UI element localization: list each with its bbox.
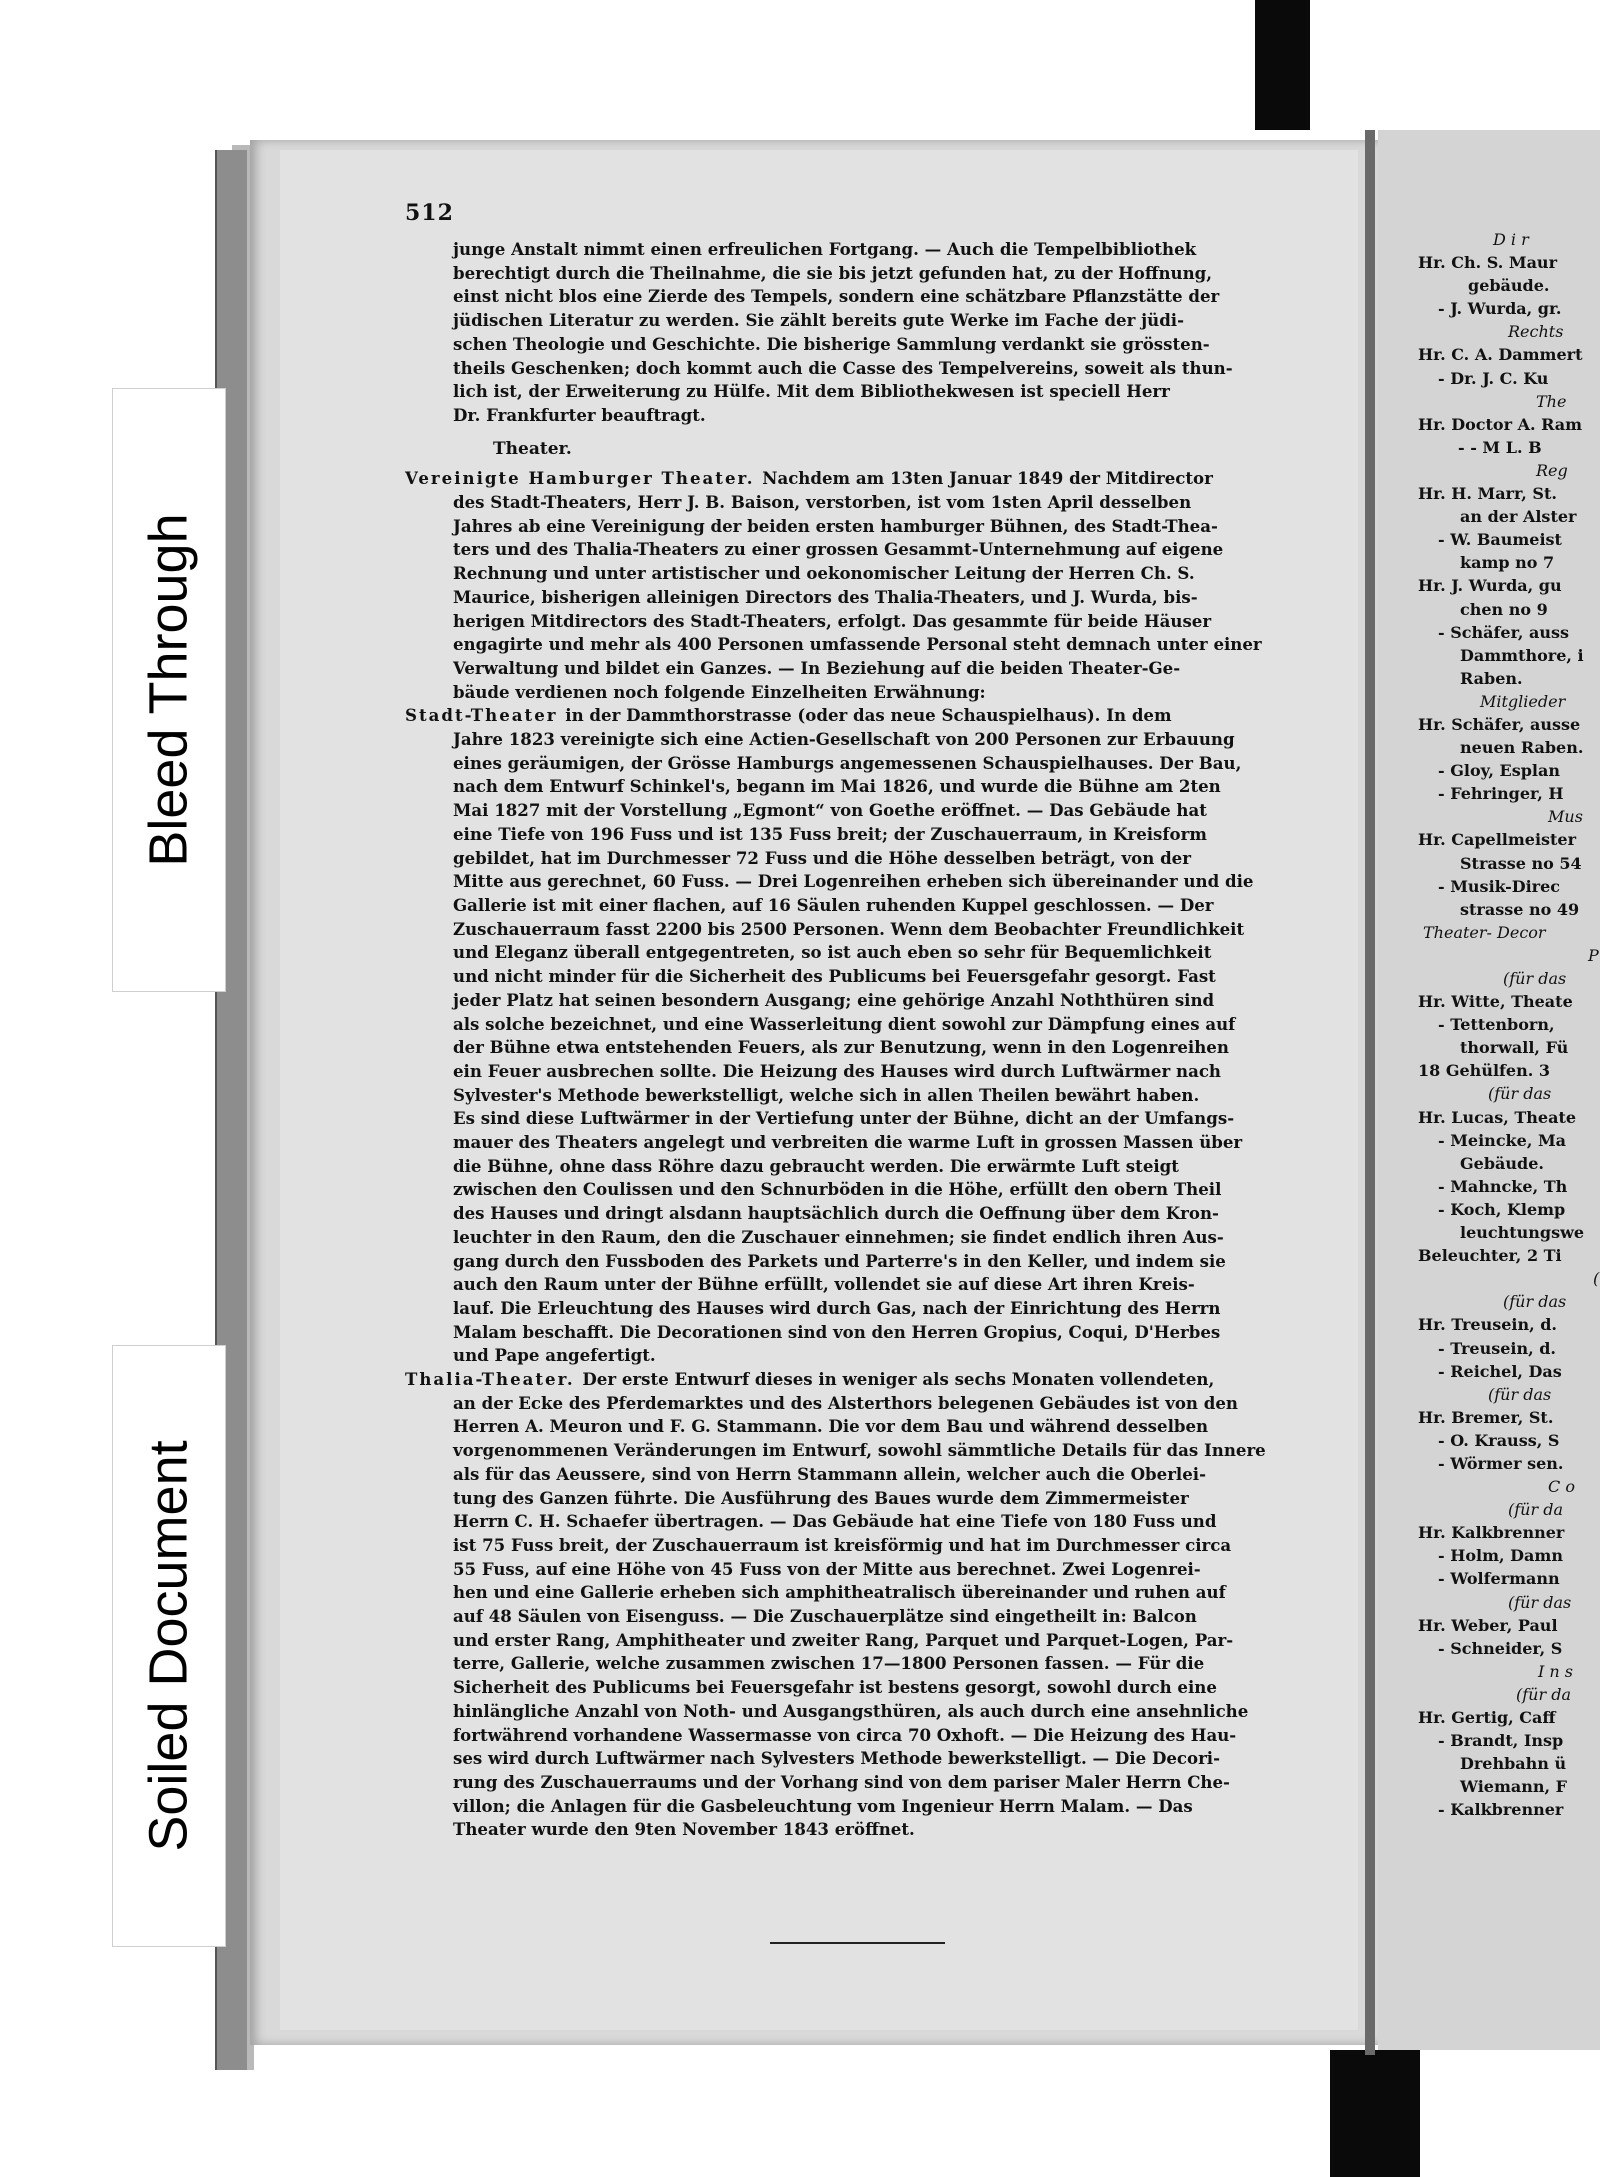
right-page-line: - Kalkbrenner	[1438, 1800, 1564, 1820]
right-page-line: - Wörmer sen.	[1438, 1453, 1564, 1473]
text-line: terre, Gallerie, welche zusammen zwischen 17—1800 Personen fassen. — Für die	[453, 1653, 1205, 1674]
right-page-line: - Mahncke, Th	[1438, 1176, 1568, 1196]
right-page-line: 18 Gehülfen. 3	[1418, 1061, 1550, 1081]
right-page-line: Hr. Treusein, d.	[1418, 1315, 1557, 1335]
right-page-line: leuchtungswe	[1460, 1223, 1585, 1243]
right-page-line: Mitglieder	[1480, 691, 1566, 711]
right-page-line: - Holm, Damn	[1438, 1546, 1563, 1566]
right-page-line: strasse no 49	[1460, 899, 1580, 919]
right-page-line: Strasse no 54	[1460, 853, 1582, 873]
text-line: fortwährend vorhandene Wassermasse von circa 70 Oxhoft. — Die Heizung des Hau-	[453, 1724, 1237, 1745]
right-page-line: Hr. Weber, Paul	[1418, 1615, 1558, 1635]
text-line: gebildet, hat im Durchmesser 72 Fuss und die Höhe desselben beträgt, von der	[453, 847, 1191, 868]
text-line: und erster Rang, Amphitheater und zweiter Rang, Parquet und Parquet-Logen, Par-	[453, 1629, 1234, 1650]
text-line: ein Feuer ausbrechen sollte. Die Heizung des Hauses wird durch Luftwärmer nach	[453, 1060, 1221, 1081]
right-page-line: Hr. J. Wurda, gu	[1418, 576, 1562, 596]
right-page-line: gebäude.	[1468, 276, 1550, 296]
right-page-line: Mus	[1548, 807, 1583, 827]
text-line: Sylvester's Methode bewerkstelligt, welche sich in allen Theilen bewährt haben.	[453, 1084, 1200, 1105]
section-first-line	[405, 467, 1320, 491]
text-line: Der erste Entwurf dieses in weniger als sechs Monaten vollendeten,	[582, 1369, 1215, 1390]
book-gutter	[1365, 130, 1375, 2055]
text-line: auch den Raum unter der Bühne erfüllt, vollendet sie auf diese Art ihren Kreis-	[453, 1274, 1195, 1295]
text-line: villon; die Anlagen für die Gasbeleuchtung vom Ingenieur Herrn Malam. — Das	[453, 1795, 1193, 1816]
right-page-line: Hr. Ch. S. Maur	[1418, 253, 1557, 273]
text-line: Herren A. Meuron und F. G. Stammann. Die vor dem Bau und während desselben	[453, 1416, 1209, 1437]
right-page-line: - Schneider, S	[1438, 1638, 1563, 1658]
right-page-column	[1418, 228, 1600, 1821]
text-line: als solche bezeichnet, und eine Wasserleitung dient sowohl zur Dämpfung eines auf	[453, 1013, 1236, 1034]
right-page-line: Drehbahn ü	[1460, 1754, 1567, 1774]
text-line: und Pape angefertigt.	[453, 1345, 656, 1366]
text-line: Jahres ab eine Vereinigung der beiden ersten hamburger Bühnen, des Stadt-Thea-	[453, 515, 1218, 536]
text-line: Zuschauerraum fasst 2200 bis 2500 Personen. Wenn dem Beobachter Freundlichkeit	[453, 918, 1245, 939]
right-page-line: (für das	[1488, 1384, 1552, 1404]
right-page-line: Hr. Doctor A. Ram	[1418, 414, 1583, 434]
right-page-line: (für das	[1503, 969, 1567, 988]
text-line: lauf. Die Erleuchtung des Hauses wird durch Gas, nach der Einrichtung des Herrn	[453, 1297, 1221, 1318]
right-page-line: - Meincke, Ma	[1438, 1130, 1567, 1150]
page-number: 512	[405, 200, 454, 226]
right-page-line: (für das	[1503, 1292, 1567, 1312]
text-line: hinlängliche Anzahl von Noth- und Ausgangsthüren, als auch durch eine ansehnliche	[453, 1700, 1249, 1721]
right-page-line: D i r	[1493, 230, 1529, 249]
right-page-line: C o	[1548, 1477, 1575, 1497]
text-line: Sicherheit des Publicums bei Feuersgefahr ist bestens gesorgt, sowohl durch eine	[453, 1677, 1217, 1698]
text-line: Jahre 1823 vereinigte sich eine Actien-Gesellschaft von 200 Personen zur Erbauung	[453, 729, 1235, 750]
text-line: leuchter in den Raum, den die Zuschauer einnehmen; sie findet endlich ihren Aus-	[453, 1226, 1224, 1247]
text-line: 55 Fuss, auf eine Höhe von 45 Fuss von der Mitte aus berechnet. Zwei Logenrei-	[453, 1558, 1201, 1579]
text-line: auf 48 Säulen von Eisenguss. — Die Zuschauerplätze sind eingetheilt in: Balcon	[453, 1606, 1197, 1627]
section-first-line	[405, 1368, 1320, 1392]
right-page-line: Dammthore, i	[1460, 645, 1584, 665]
right-page-line: P	[1588, 945, 1599, 965]
right-page-line: - Wolfermann	[1438, 1569, 1560, 1589]
text-line: bäude verdienen noch folgende Einzelheiten Erwähnung:	[453, 681, 986, 702]
text-line: theils Geschenken; doch kommt auch die Casse des Tempelvereins, soweit als thun-	[453, 357, 1233, 378]
end-rule	[770, 1942, 945, 1944]
text-line: ters und des Thalia-Theaters zu einer grossen Gesammt-Unternehmung auf eigene	[453, 539, 1224, 560]
text-line: als für das Aeussere, sind von Herrn Stammann allein, welcher auch die Oberlei-	[453, 1463, 1206, 1484]
section-title: Thalia-Theater.	[405, 1369, 583, 1390]
right-page-line: (für das	[1488, 1084, 1552, 1104]
text-line: nach dem Entwurf Schinkel's, begann im Mai 1826, und wurde die Bühne am 2ten	[453, 776, 1221, 797]
right-page-line: Hr. Capellmeister	[1418, 830, 1577, 850]
right-page-line: (für da	[1516, 1684, 1571, 1704]
right-page-line: Hr. C. A. Dammert	[1418, 345, 1583, 365]
text-line: engagirte und mehr als 400 Personen umfassende Personal steht demnach unter einer	[453, 634, 1262, 655]
right-page-line: Hr. Schäfer, ausse	[1418, 714, 1581, 734]
text-line: junge Anstalt nimmt einen erfreulichen Fortgang. — Auch die Tempelbibliothek	[453, 239, 1197, 259]
text-line: und Eleganz überall entgegentreten, so ist auch eben so sehr für Bequemlichkeit	[453, 942, 1212, 963]
text-line: jüdischen Literatur zu werden. Sie zählt bereits gute Werke im Fache der jüdi-	[453, 310, 1184, 331]
right-page-line: neuen Raben.	[1460, 738, 1584, 758]
text-line: Verwaltung und bildet ein Ganzes. — In Beziehung auf die beiden Theater-Ge-	[453, 657, 1181, 678]
text-line: Es sind diese Luftwärmer in der Vertiefung unter der Bühne, dicht an der Umfangs-	[453, 1108, 1235, 1129]
right-page-line: - - M L. B	[1458, 437, 1542, 457]
text-line: der Bühne etwa entstehenden Feuers, als zur Benutzung, wenn in den Logenreihen	[453, 1037, 1229, 1058]
text-line: schen Theologie und Geschichte. Die bisherige Sammlung verdankt sie grössten-	[453, 333, 1210, 354]
text-line: zwischen den Coulissen und den Schnurböden in die Höhe, erfüllt den obern Theil	[453, 1179, 1222, 1200]
section-title: Vereinigte Hamburger Theater.	[405, 468, 763, 489]
section-vereinigte	[405, 467, 1320, 704]
text-line: Mitte aus gerechnet, 60 Fuss. — Drei Logenreihen erheben sich übereinander und die	[453, 871, 1254, 892]
text-line: ses wird durch Luftwärmer nach Sylvesters Methode bewerkstelligt. — Die Decori-	[453, 1748, 1220, 1769]
right-page-line: The	[1536, 391, 1567, 411]
film-edge-top	[1255, 0, 1310, 130]
bleed-through-label: Bleed Through	[112, 388, 226, 992]
text-line: an der Ecke des Pferdemarktes und des Alsterthors belegenen Gebäudes ist von den	[453, 1392, 1238, 1413]
text-line: herigen Mitdirectors des Stadt-Theaters, erfolgt. Das gesammte für beide Häuser	[453, 610, 1212, 631]
right-page-line: Hr. H. Marr, St.	[1418, 484, 1557, 504]
right-page-line: Hr. Kalkbrenner	[1418, 1523, 1565, 1543]
text-line: Dr. Frankfurter beauftragt.	[453, 404, 706, 425]
right-page-line: - Tettenborn,	[1438, 1015, 1555, 1035]
right-page-line: - Fehringer, H	[1438, 784, 1564, 804]
section-title: Stadt-Theater	[405, 705, 566, 726]
text-line: vorgenommenen Veränderungen im Entwurf, sowohl sämmtliche Details für das Innere	[453, 1440, 1266, 1461]
text-line: eines geräumigen, der Grösse Hamburgs angemessenen Schauspielhauses. Der Bau,	[453, 752, 1242, 773]
film-edge-bottom	[1330, 2050, 1420, 2177]
text-line: Rechnung und unter artistischer und oekonomischer Leitung der Herren Ch. S.	[453, 563, 1195, 584]
text-line: gang durch den Fussboden des Parkets und Parterre's in den Keller, und indem sie	[453, 1250, 1226, 1271]
right-page-line: Hr. Bremer, St.	[1418, 1407, 1554, 1427]
right-page-line: (für da	[1508, 1500, 1563, 1520]
page-text	[405, 238, 1320, 1842]
section-heading: Theater.	[493, 438, 572, 459]
right-page-line: (	[1593, 1269, 1600, 1289]
text-line: Nachdem am 13ten Januar 1849 der Mitdirector	[762, 468, 1213, 489]
right-page-line: - O. Krauss, S	[1438, 1430, 1560, 1450]
right-page-line: - Reichel, Das	[1438, 1361, 1562, 1381]
section-first-line	[405, 704, 1320, 728]
right-page-line: (für das	[1508, 1592, 1572, 1612]
text-line: Theater wurde den 9ten November 1843 eröffnet.	[453, 1819, 915, 1840]
text-line: in der Dammthorstrasse (oder das neue Schauspielhaus). In dem	[565, 705, 1172, 726]
text-line: des Hauses und dringt alsdann hauptsächlich durch die Oeffnung über dem Kron-	[453, 1203, 1219, 1224]
right-page-line: - Dr. J. C. Ku	[1438, 368, 1549, 388]
text-line: hen und eine Gallerie erheben sich amphitheatralisch übereinander und ruhen auf	[453, 1582, 1226, 1603]
right-page-line: an der Alster	[1460, 507, 1577, 527]
text-line: lich ist, der Erweiterung zu Hülfe. Mit dem Bibliothekwesen ist speciell Herr	[453, 381, 1170, 402]
section-stadt-theater	[405, 704, 1320, 1368]
intro-paragraph	[405, 238, 1320, 428]
text-line: ist 75 Fuss breit, der Zuschauerraum ist kreisförmig und hat im Durchmesser circa	[453, 1534, 1232, 1555]
text-line: berechtigt durch die Theilnahme, die sie bis jetzt gefunden hat, zu der Hoffnung,	[453, 262, 1213, 283]
soiled-document-label: Soiled Document	[112, 1345, 226, 1947]
text-line: Gallerie ist mit einer flachen, auf 16 Säulen ruhenden Kuppel geschlossen. — Der	[453, 894, 1214, 915]
text-line: eine Tiefe von 196 Fuss und ist 135 Fuss breit; der Zuschauerraum, in Kreisform	[453, 823, 1207, 844]
right-page-line: Hr. Witte, Theate	[1418, 992, 1573, 1012]
right-page-line: - Musik-Direc	[1438, 876, 1561, 896]
text-line: jeder Platz hat seinen besondern Ausgang; eine gehörige Anzahl Noththüren sind	[453, 989, 1215, 1010]
text-line: Mai 1827 mit der Vorstellung „Egmont“ von Goethe eröffnet. — Das Gebäude hat	[453, 800, 1207, 821]
right-page-line: I n s	[1538, 1661, 1574, 1681]
right-page-line: - Koch, Klemp	[1438, 1199, 1566, 1219]
right-page-line: - W. Baumeist	[1438, 530, 1562, 550]
text-line: und nicht minder für die Sicherheit des Publicums bei Feuersgefahr gesorgt. Fast	[453, 966, 1216, 987]
right-page-line: - Schäfer, auss	[1438, 622, 1569, 642]
text-line: Malam beschafft. Die Decorationen sind von den Herren Gropius, Coqui, D'Herbes	[453, 1321, 1221, 1342]
text-line: rung des Zuschauerraums und der Vorhang sind von dem pariser Maler Herrn Che-	[453, 1772, 1230, 1792]
right-page-line: - Treusein, d.	[1438, 1338, 1556, 1358]
right-page-line: Hr. Lucas, Theate	[1418, 1107, 1577, 1127]
text-line: die Bühne, ohne dass Röhre dazu gebraucht werden. Die erwärmte Luft steigt	[453, 1155, 1179, 1176]
text-line: mauer des Theaters angelegt und verbreiten die warme Luft in grossen Massen über	[453, 1132, 1243, 1153]
text-line: des Stadt-Theaters, Herr J. B. Baison, verstorben, ist vom 1sten April desselben	[453, 492, 1192, 513]
text-line: Maurice, bisherigen alleinigen Directors des Thalia-Theaters, und J. Wurda, bis-	[453, 586, 1198, 607]
right-page-line: chen no 9	[1460, 599, 1548, 619]
right-page-line: Theater- Decor	[1423, 922, 1546, 942]
right-page-line: thorwall, Fü	[1460, 1038, 1569, 1058]
right-page-line: Raben.	[1460, 668, 1523, 688]
text-line: Herrn C. H. Schaefer übertragen. — Das Gebäude hat eine Tiefe von 180 Fuss und	[453, 1511, 1217, 1532]
right-page-line: - J. Wurda, gr.	[1438, 299, 1562, 319]
right-page-line: Beleuchter, 2 Ti	[1418, 1246, 1562, 1266]
right-page-line: Wiemann, F	[1460, 1777, 1568, 1797]
right-page-line: Hr. Gertig, Caff	[1418, 1708, 1556, 1727]
section-thalia-theater	[405, 1368, 1320, 1842]
right-page-line: Rechts	[1508, 322, 1564, 342]
text-line: einst nicht blos eine Zierde des Tempels, sondern eine schätzbare Pflanzstätte der	[453, 286, 1220, 307]
right-page-line: Reg	[1536, 460, 1568, 480]
text-line: tung des Ganzen führte. Die Ausführung des Baues wurde dem Zimmermeister	[453, 1487, 1189, 1508]
right-page-line: Gebäude.	[1460, 1153, 1544, 1173]
right-page-line: - Gloy, Esplan	[1438, 761, 1560, 781]
right-page-line: kamp no 7	[1460, 553, 1555, 573]
right-page-line: - Brandt, Insp	[1438, 1731, 1564, 1751]
